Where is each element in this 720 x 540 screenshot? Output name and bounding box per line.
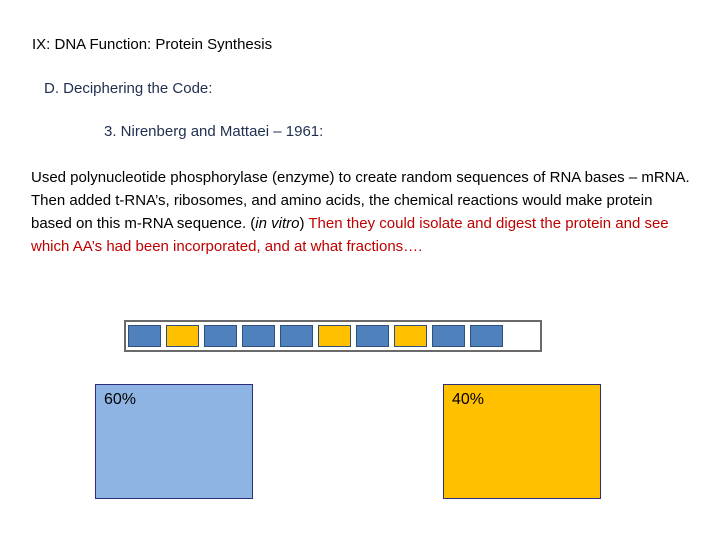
blue-base-9 (432, 325, 465, 347)
orange-fraction-label: 40% (452, 391, 485, 408)
blue-fraction-box (95, 384, 253, 499)
body-paragraph (31, 166, 691, 258)
orange-base-8 (394, 325, 427, 347)
blue-base-3 (204, 325, 237, 347)
slide-title: IX: DNA Function: Protein Synthesis (32, 36, 273, 53)
section-heading: D. Deciphering the Code: (44, 80, 213, 97)
paragraph-red-text: Then they could isolate and digest the protein and see which AA’s had been incorporated, and at what fractions…. (31, 215, 669, 255)
paragraph-italic-text: in vitro (255, 215, 300, 232)
blue-base-1 (128, 325, 161, 347)
orange-base-2 (166, 325, 199, 347)
blue-base-5 (280, 325, 313, 347)
orange-fraction-box (443, 384, 601, 499)
rna-strand (124, 320, 542, 352)
paragraph-text-2: ) (299, 215, 309, 232)
blue-base-10 (470, 325, 503, 347)
blue-base-4 (242, 325, 275, 347)
subsection-heading: 3. Nirenberg and Mattaei – 1961: (104, 123, 324, 140)
orange-base-6 (318, 325, 351, 347)
blue-base-7 (356, 325, 389, 347)
blue-fraction-label: 60% (104, 391, 137, 408)
paragraph-text-1: Used polynucleotide phosphorylase (enzyme) to create random sequences of RNA bases – mRNA. Then added t-RNA’s, ribosomes, and amino acids, the chemical reactions would make protein based on this m-RNA sequence. ( (31, 169, 690, 232)
